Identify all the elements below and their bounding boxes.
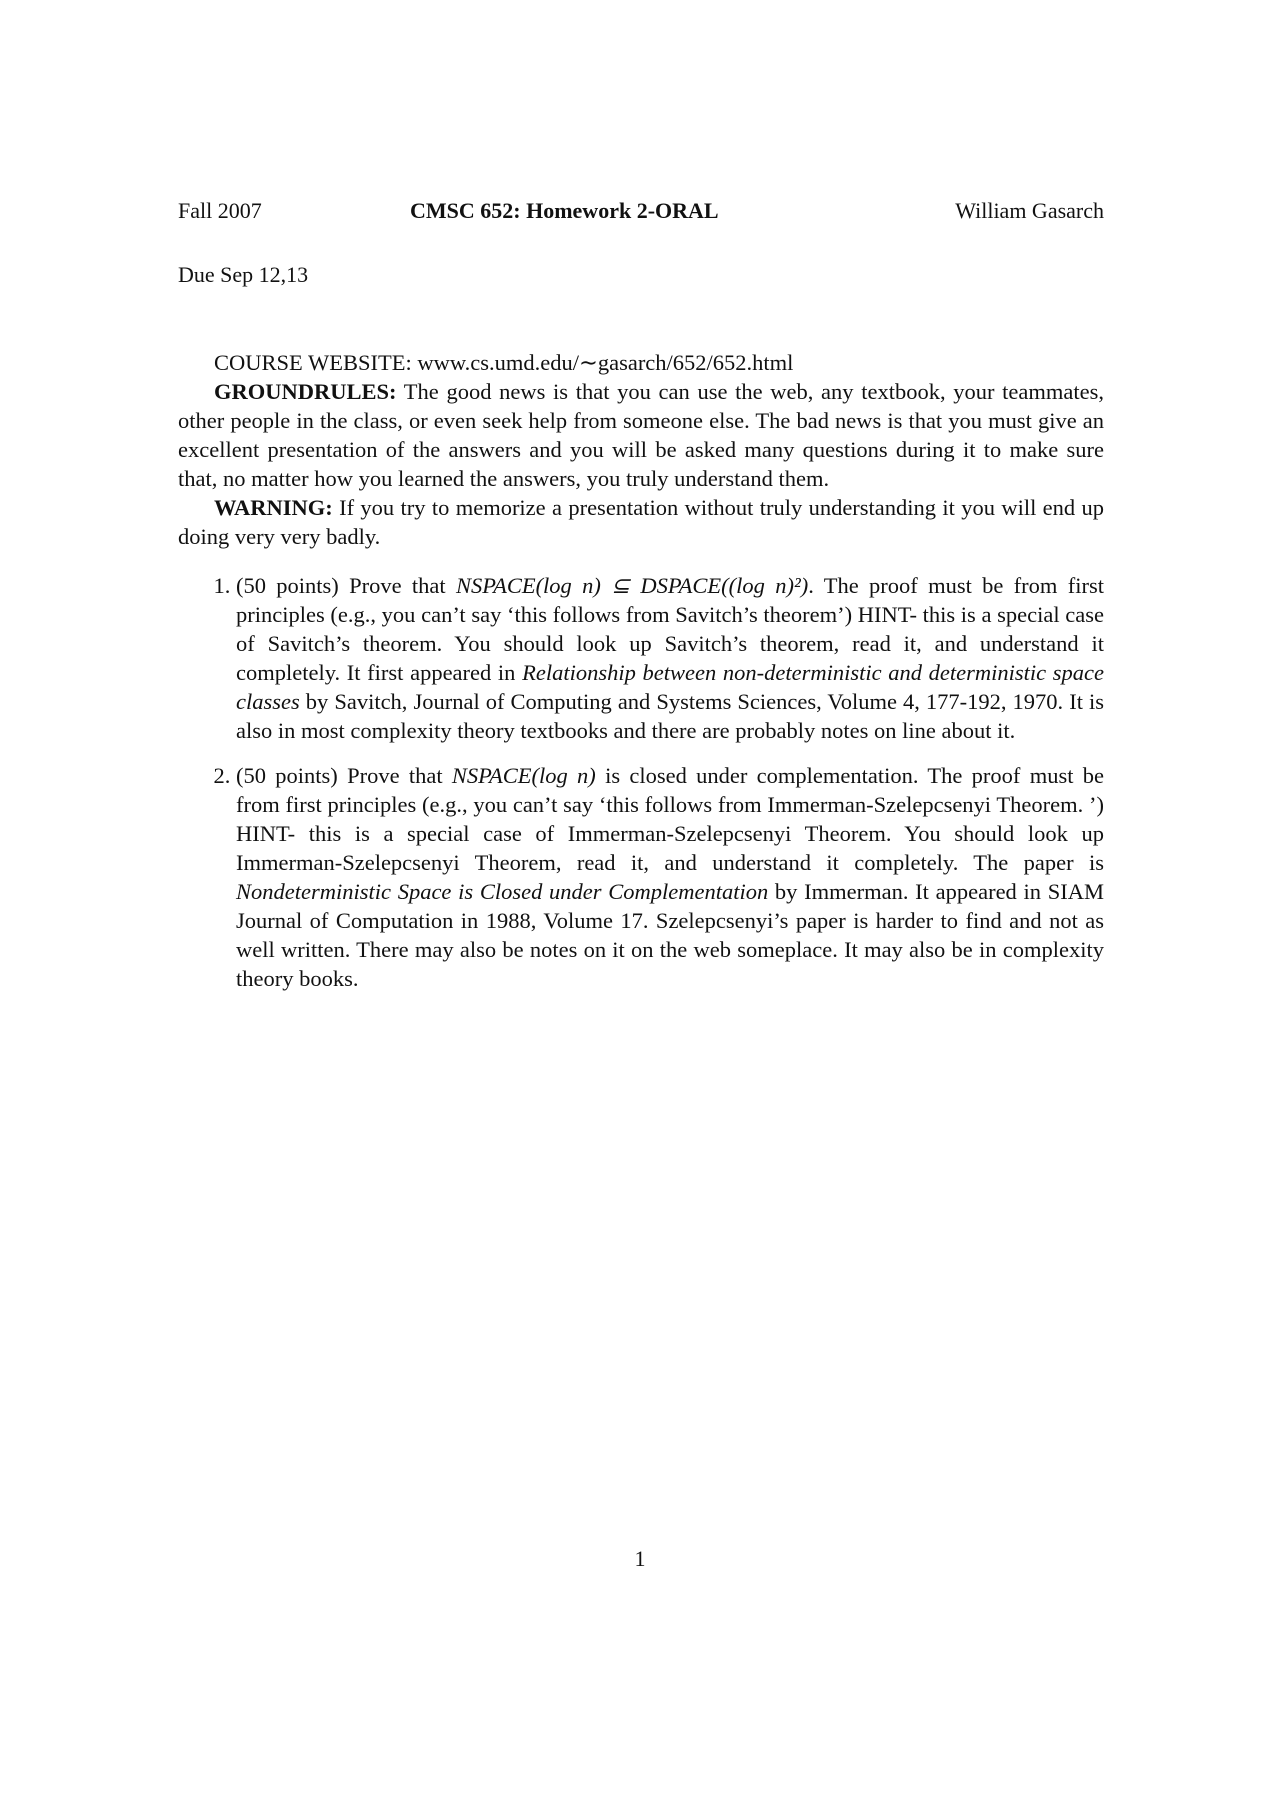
groundrules-text: The good news is that you can use the web, any textbook, your teammates, other people in the class, or even seek help from someone else. The bad news is that you must give an excellent presentation of the answers and you will be asked many questions during it to make sure that, no matter how you learned the answers, you truly understand them. bbox=[178, 379, 1104, 491]
warning-paragraph bbox=[178, 493, 1104, 551]
problem-2-text-c: by Immerman. It appeared in SIAM Journal of Computation in 1988, Volume 17. Szelepcsenyi’s paper is harder to find and not as well written. There may also be notes on it on the web someplace. It may also be in complexity theory books. bbox=[236, 879, 1104, 991]
problem-list bbox=[178, 571, 1104, 993]
semester-label: Fall 2007 bbox=[178, 198, 262, 223]
problem-2-text-b: is closed under complementation. The proof must be from first principles (e.g., you can’t say ‘this follows from Immerman-Szelepcsenyi Theorem. ’) HINT- this is a special case of Immerman-Szelepcsenyi Theorem. You should look up Immerman-Szelepcsenyi Theorem, read it, and understand it completely. The paper is bbox=[236, 763, 1104, 875]
problem-1 bbox=[236, 571, 1104, 745]
course-website: COURSE WEBSITE: www.cs.umd.edu/∼gasarch/652/652.html bbox=[214, 350, 794, 375]
problem-1-text-c: by Savitch, Journal of Computing and Systems Sciences, Volume 4, 177-192, 1970. It is also in most complexity theory textbooks and there are probably notes on line about it. bbox=[236, 689, 1104, 743]
problem-2-paper-title: Nondeterministic Space is Closed under Complementation bbox=[236, 879, 769, 904]
problem-1-text-b: . The proof must be from first principles (e.g., you can’t say ‘this follows from Savitch’s theorem’) HINT- this is a special case of Savitch’s theorem. You should look up Savitch’s theorem, read it, and understand it completely. It first appeared in bbox=[236, 573, 1104, 685]
groundrules-label: GROUNDRULES: bbox=[214, 379, 397, 404]
warning-text: If you try to memorize a presentation without truly understanding it you will end up doing very very badly. bbox=[178, 495, 1104, 549]
page-number: 1 bbox=[634, 1546, 646, 1571]
page-header bbox=[178, 194, 1104, 228]
problem-1-paper-title: Relationship between non-deterministic and deterministic space classes bbox=[236, 660, 1105, 714]
problem-2-math: NSPACE(log n) bbox=[451, 763, 596, 788]
problem-2 bbox=[236, 761, 1104, 993]
instructor-name: William Gasarch bbox=[955, 198, 1104, 223]
warning-label: WARNING: bbox=[214, 495, 333, 520]
due-date: Due Sep 12,13 bbox=[178, 262, 309, 287]
groundrules-paragraph bbox=[178, 377, 1104, 493]
course-title: CMSC 652: Homework 2-ORAL bbox=[410, 198, 719, 223]
problem-1-math: NSPACE(log n) ⊆ DSPACE((log n)²) bbox=[455, 573, 809, 598]
problem-1-text-a: (50 points) Prove that bbox=[236, 573, 456, 598]
document-body bbox=[178, 348, 1104, 1009]
problem-2-text-a: (50 points) Prove that bbox=[236, 763, 452, 788]
